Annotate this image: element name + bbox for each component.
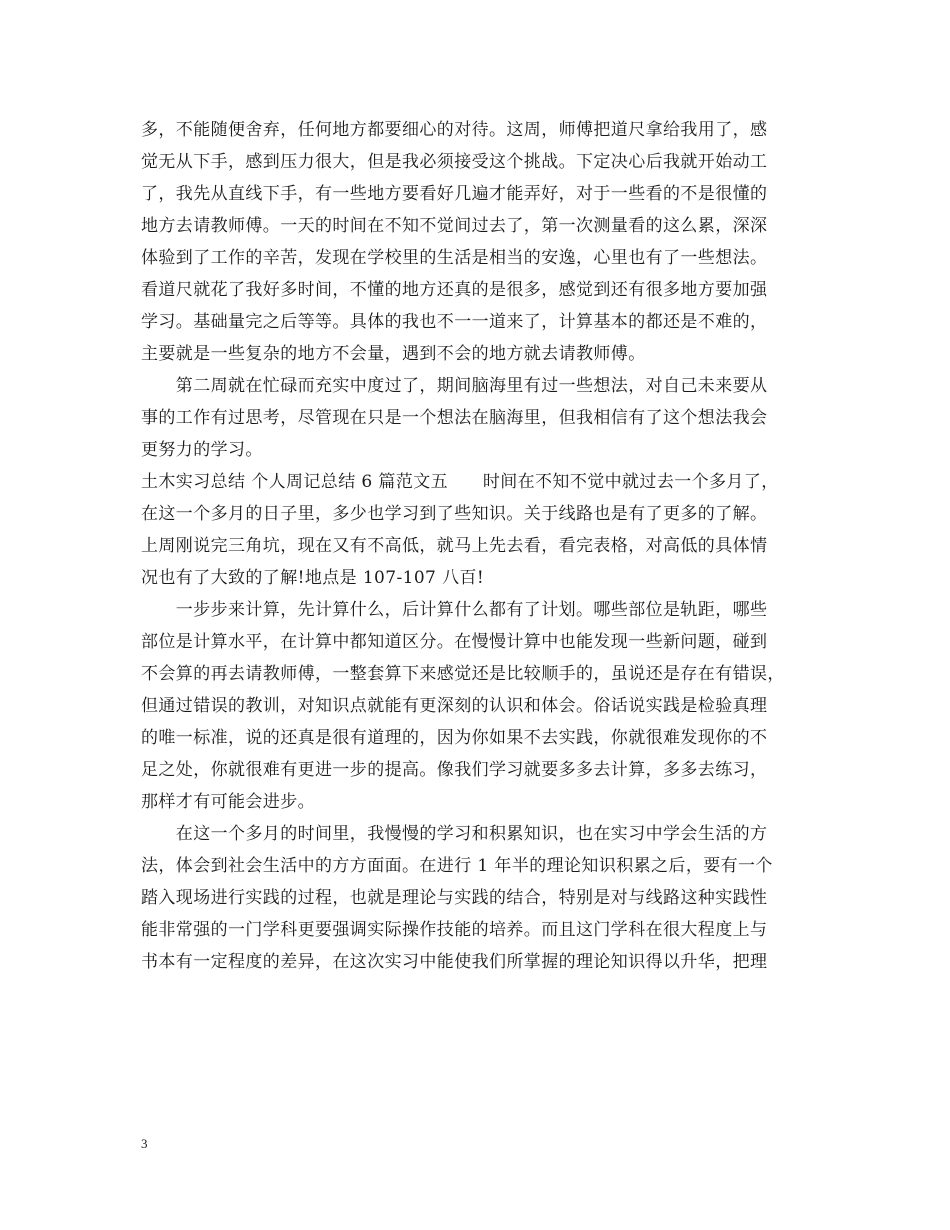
text-line: 踏入现场进行实践的过程，也就是理论与实践的结合，特别是对与线路这种实践性 [141, 888, 768, 908]
text-line: 更努力的学习。 [141, 440, 263, 460]
text-line: 学习。基础量完之后等等。具体的我也不一一道来了，计算基本的都还是不难的， [141, 312, 768, 332]
text-line: 土木实习总结 个人周记总结 6 篇范文五 时间在不知不觉中就过去一个多月了， [141, 472, 779, 492]
text-line: 觉无从下手，感到压力很大，但是我必须接受这个挑战。下定决心后我就开始动工 [141, 152, 768, 172]
text-line: 的唯一标准，说的还真是很有道理的，因为你如果不去实践，你就很难发现你的不 [141, 728, 768, 748]
text-line: 但通过错误的教训，对知识点就能有更深刻的认识和体会。俗话说实践是检验真理 [141, 696, 768, 716]
text-line: 体验到了工作的辛苦，发现在学校里的生活是相当的安逸，心里也有了一些想法。 [141, 248, 768, 268]
text-line: 了，我先从直线下手，有一些地方要看好几遍才能弄好，对于一些看的不是很懂的 [141, 184, 768, 204]
text-line: 看道尺就花了我好多时间，不懂的地方还真的是很多，感觉到还有很多地方要加强 [141, 280, 768, 300]
text-line: 第二周就在忙碌而充实中度过了，期间脑海里有过一些想法，对自己未来要从 [141, 376, 768, 396]
text-line: 足之处，你就很难有更进一步的提高。像我们学习就要多多去计算，多多去练习， [141, 760, 768, 780]
text-line: 能非常强的一门学科更要强调实际操作技能的培养。而且这门学科在很大程度上与 [141, 920, 768, 940]
text-line: 事的工作有过思考，尽管现在只是一个想法在脑海里，但我相信有了这个想法我会 [141, 408, 768, 428]
body-text [141, 114, 821, 978]
text-line: 部位是计算水平，在计算中都知道区分。在慢慢计算中也能发现一些新问题，碰到 [141, 632, 768, 652]
text-line: 书本有一定程度的差异，在这次实习中能使我们所掌握的理论知识得以升华，把理 [141, 952, 768, 972]
text-line: 在这一个多月的时间里，我慢慢的学习和积累知识，也在实习中学会生活的方 [141, 824, 768, 844]
text-line: 况也有了大致的了解!地点是 107-107 八百! [141, 568, 485, 588]
text-line: 在这一个多月的日子里，多少也学习到了些知识。关于线路也是有了更多的了解。 [141, 504, 768, 524]
text-line: 上周刚说完三角坑，现在又有不高低，就马上先去看，看完表格，对高低的具体情 [141, 536, 768, 556]
text-line: 法，体会到社会生活中的方方面面。在进行 1 年半的理论知识积累之后，要有一个 [141, 856, 773, 876]
page-number: 3 [141, 1136, 148, 1151]
text-line: 那样才有可能会进步。 [141, 792, 315, 812]
text-line: 主要就是一些复杂的地方不会量，遇到不会的地方就去请教师傅。 [141, 344, 646, 364]
text-line: 一步步来计算，先计算什么，后计算什么都有了计划。哪些部位是轨距，哪些 [141, 600, 768, 620]
text-line: 地方去请教师傅。一天的时间在不知不觉间过去了，第一次测量看的这么累，深深 [141, 216, 768, 236]
text-line: 不会算的再去请教师傅，一整套算下来感觉还是比较顺手的，虽说还是存在有错误， [141, 664, 785, 684]
text-line: 多，不能随便舍弃，任何地方都要细心的对待。这周，师傅把道尺拿给我用了，感 [141, 120, 768, 140]
